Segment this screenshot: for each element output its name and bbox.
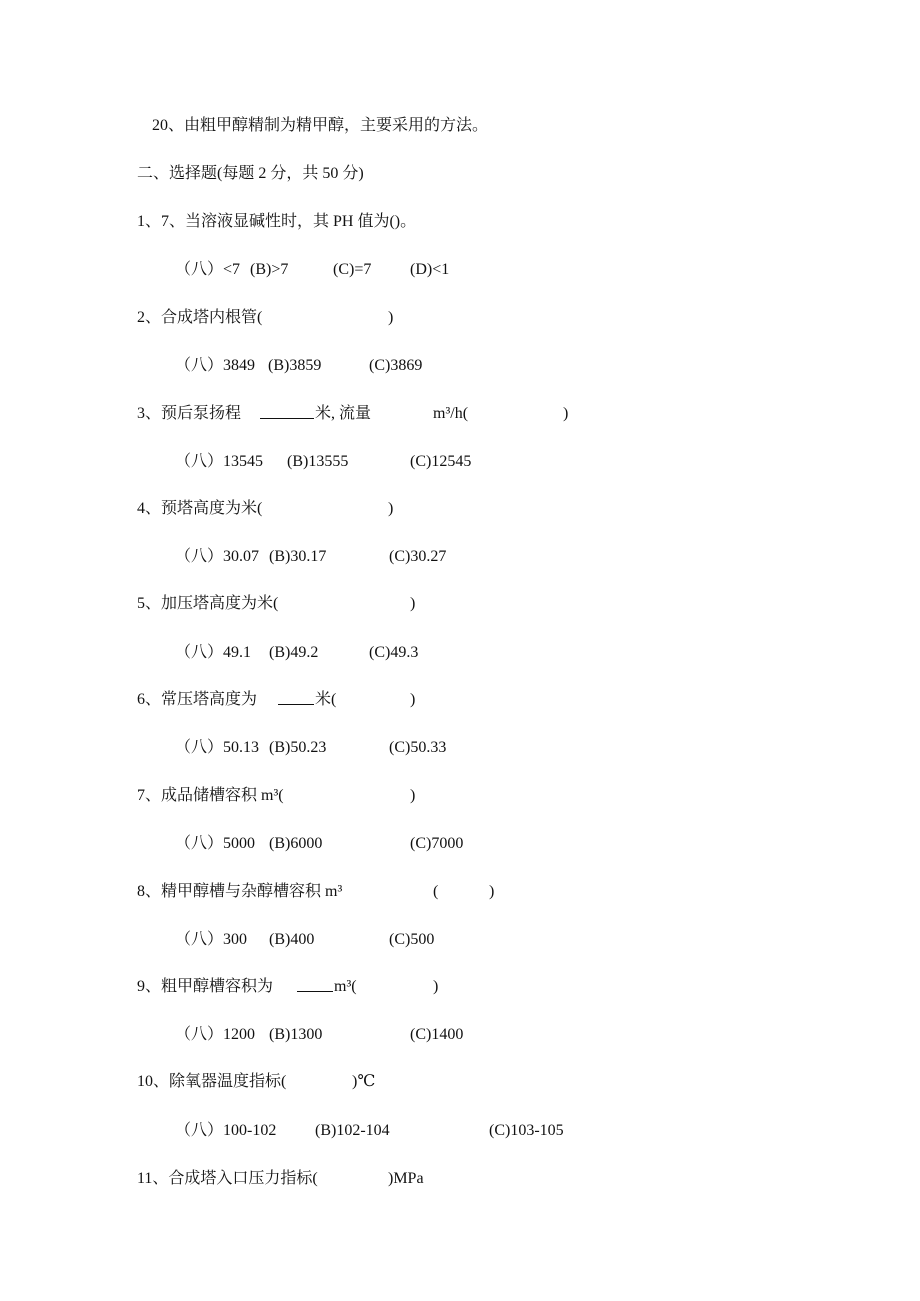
option-b: (B)>7 (250, 261, 289, 278)
option-c: (C)49.3 (369, 644, 419, 661)
question-text-cont: 米, 流量 (315, 405, 372, 422)
option-a: （八）1200 (175, 1026, 256, 1043)
option-a: （八）100-102 (175, 1122, 277, 1139)
option-b: (B)6000 (269, 835, 323, 852)
answer-paren-close: ) (388, 309, 394, 326)
question-text: 8、精甲醇槽与杂醇槽容积 m³ (137, 883, 343, 900)
option-c: (C)500 (389, 931, 435, 948)
answer-blank (278, 690, 314, 705)
answer-paren-close: )℃ (352, 1073, 376, 1090)
answer-paren-open: ( (433, 883, 439, 900)
question-text: 11、合成塔入口压力指标( (137, 1170, 318, 1187)
option-b: (B)50.23 (269, 739, 327, 756)
option-a: （八）49.1 (175, 644, 252, 661)
option-b: (B)102-104 (315, 1122, 390, 1139)
answer-paren-close: )MPa (388, 1170, 424, 1187)
option-c: (C)1400 (410, 1026, 464, 1043)
answer-paren-close: ) (563, 405, 569, 422)
option-a: （八）50.13 (175, 739, 260, 756)
answer-paren-close: ) (489, 883, 495, 900)
answer-paren-close: ) (388, 500, 394, 517)
option-c: (C)7000 (410, 835, 464, 852)
question-text: 6、常压塔高度为 (137, 691, 258, 708)
section-heading: 二、选择题(每题 2 分，共 50 分) (137, 165, 364, 182)
question-text: 3、预后泵扬程 (137, 405, 242, 422)
unit-label: m³/h( (433, 405, 469, 422)
option-a: （八）30.07 (175, 548, 260, 565)
question-text: 2、合成塔内根管( (137, 309, 263, 326)
option-b: (B)30.17 (269, 548, 327, 565)
option-a: （八）13545 (175, 453, 264, 470)
option-b: (B)49.2 (269, 644, 319, 661)
option-c: (C)50.33 (389, 739, 447, 756)
question-text: 4、预塔高度为米( (137, 500, 263, 517)
question-text-cont: m³( (334, 978, 357, 995)
option-a: （八）<7 (175, 261, 241, 278)
question-text-cont: 米( (315, 691, 337, 708)
question-text: 7、成品储槽容积 m³( (137, 787, 284, 804)
option-c: (C)3869 (369, 357, 423, 374)
question-text: 5、加压塔高度为米( (137, 595, 279, 612)
option-c: (C)30.27 (389, 548, 447, 565)
option-a: （八）3849 (175, 357, 256, 374)
option-b: (B)1300 (269, 1026, 323, 1043)
option-b: (B)400 (269, 931, 315, 948)
answer-paren-close: ) (410, 595, 416, 612)
option-b: (B)3859 (268, 357, 322, 374)
prev-question: 20、由粗甲醇精制为精甲醇，主要采用的方法。 (152, 117, 489, 134)
option-a: （八）300 (175, 931, 248, 948)
answer-paren-close: ) (433, 978, 439, 995)
option-d: (D)<1 (410, 261, 450, 278)
question-text: 9、粗甲醇槽容积为 (137, 978, 274, 995)
option-c: (C)12545 (410, 453, 472, 470)
answer-paren-close: ) (410, 691, 416, 708)
question-1: 1、7、当溶液显碱性时，其 PH 值为()。 (137, 213, 417, 230)
option-b: (B)13555 (287, 453, 349, 470)
option-a: （八）5000 (175, 835, 256, 852)
answer-paren-close: ) (410, 787, 416, 804)
option-c: (C)=7 (333, 261, 372, 278)
answer-blank (260, 404, 314, 419)
option-c: (C)103-105 (489, 1122, 564, 1139)
question-text: 10、除氧器温度指标( (137, 1073, 287, 1090)
answer-blank (297, 977, 333, 992)
